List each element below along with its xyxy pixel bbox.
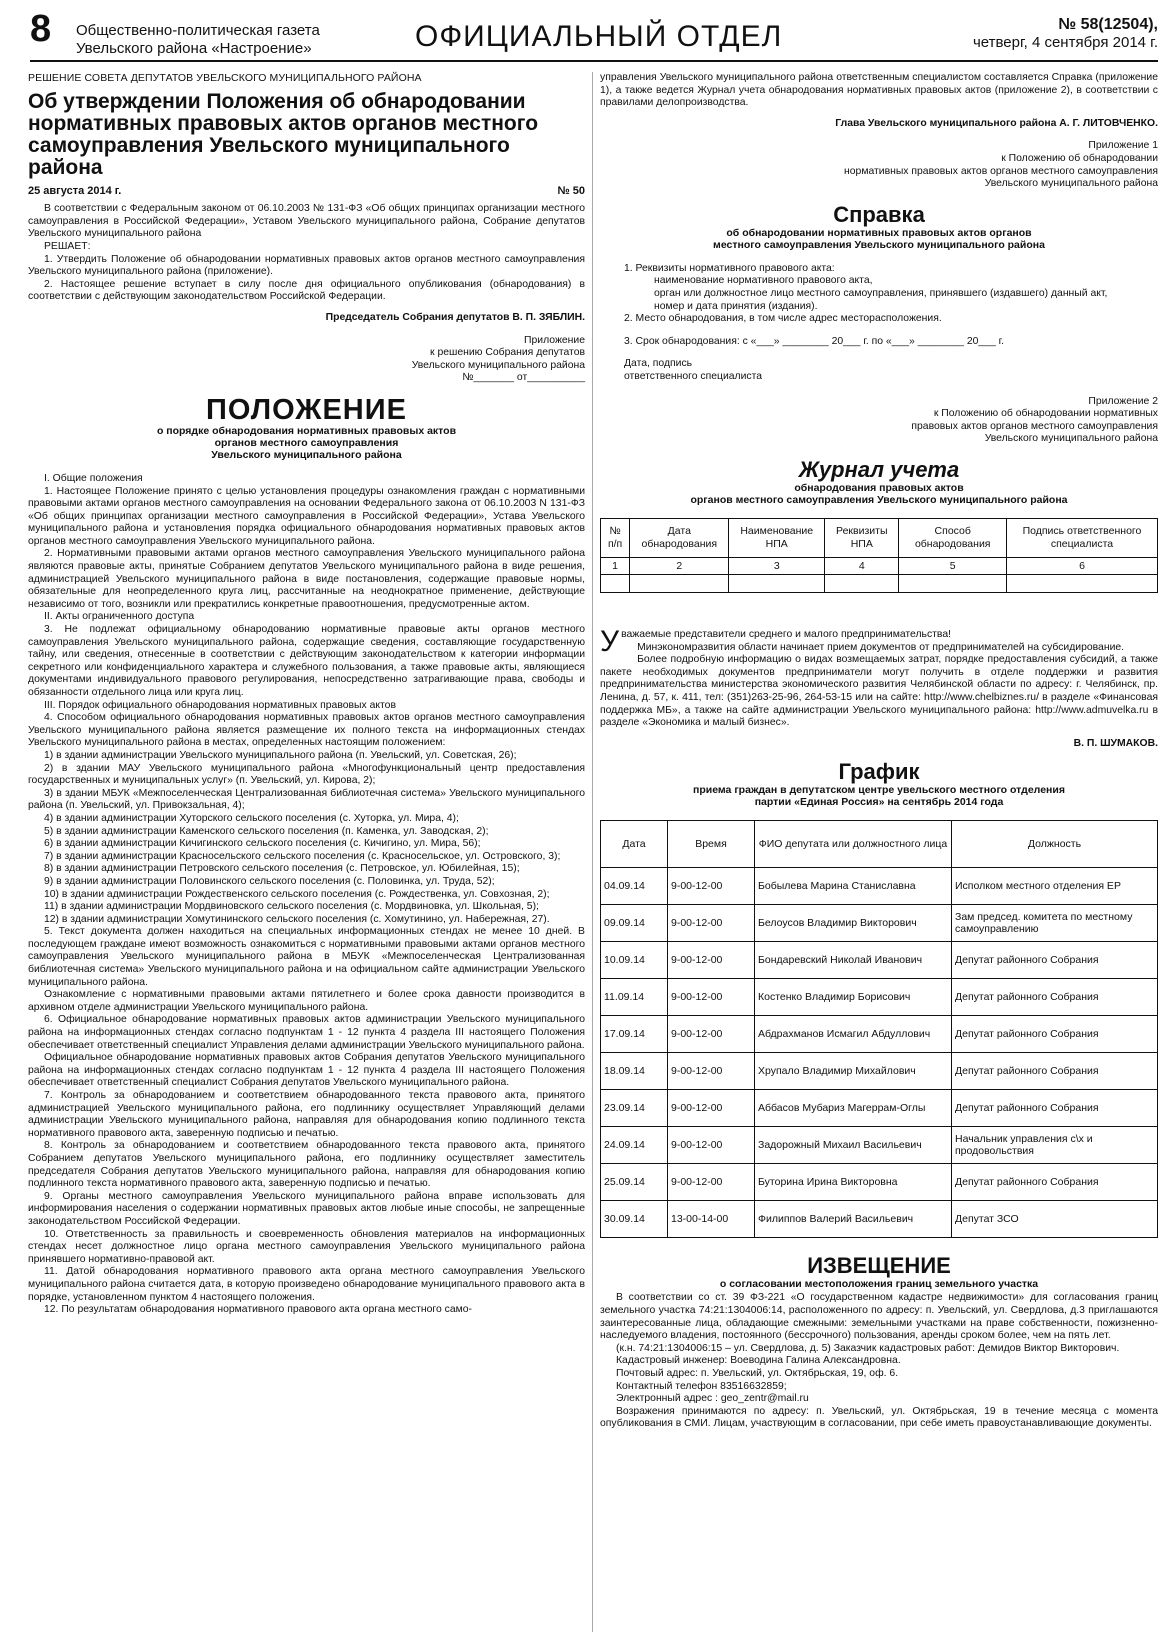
table-cell: Костенко Владимир Борисович	[755, 979, 952, 1016]
appendix-line: Увельского муниципального района	[984, 433, 1158, 445]
newspaper-name-line2: Увельского района «Настроение»	[76, 40, 312, 57]
table-cell: 30.09.14	[601, 1201, 668, 1238]
table-header: Дата обнародования	[630, 518, 729, 557]
table-cell: Депутат районного Собрания	[952, 1164, 1158, 1201]
subtitle-line: приема граждан в депутатском центре увельского местного отделения	[693, 784, 1065, 797]
business-notice	[600, 625, 1158, 750]
schedule-subtitle	[600, 784, 1158, 808]
issue-info	[973, 16, 1158, 52]
table-cell: Депутат районного Собрания	[952, 1053, 1158, 1090]
table-row	[601, 575, 1158, 593]
table-header: Дата	[601, 821, 668, 868]
table-cell: 23.09.14	[601, 1090, 668, 1127]
table-cell: Депутат районного Собрания	[952, 1016, 1158, 1053]
paragraph: 5. Текст документа должен находиться на специальных информационных стендах не менее 10 дней. В последующем граждане имеют возможность ознакомиться с нормативными правовыми актами органов местного самоуправления Увельского муниципального района в МБУК «Межпоселенческая Централизованная библиотечная система» Увельского муниципального района и на официальном сайте администрации Увельского муниципального района.	[28, 926, 585, 988]
location-item: 11) в здании администрации Мордвиновского сельского поселения (с. Мордвиновка, ул. Школьная, 5);	[44, 901, 539, 913]
schedule-title: График	[838, 759, 920, 785]
table-header: № п/п	[601, 518, 630, 557]
paragraph: Более подробную информацию о видах возмещаемых затрат, порядке предоставления субсидий, а также пакете необходимых документов предприниматели могут получить в отделе поддержки и развития предпринимательства министерства экономического развития Челябинской области по адресу: г. Челябинск, пр. Ленина, д. 57, к. 411, тел: (351)263-25-96, 264-53-15 или на сайте: http://www.chelbiznes.ru/ в разделе «Финансовая поддержка МБ», а также на сайте администрации Увельского муниципального района: http://www.admuvelka.ru в разделе «Экономика и малый бизнес».	[600, 654, 1158, 729]
table-header-row	[601, 821, 1158, 868]
table-cell: Депутат районного Собрания	[952, 942, 1158, 979]
appendix-line: №_______ от__________	[462, 372, 585, 384]
table-cell	[1006, 575, 1157, 593]
newspaper-name-line1: Общественно-политическая газета	[76, 22, 320, 39]
table-cell: 9-00-12-00	[668, 868, 755, 905]
table-cell: 10.09.14	[601, 942, 668, 979]
location-item: 4) в здании администрации Хуторского сельского поселения (с. Хуторка, ул. Мира, 4);	[44, 812, 459, 824]
location-item: 3) в здании МБУК «Межпоселенческая Централизованная библиотечная система» Увельского муниципального района (п. Увельский, ул. Привокзальная, 4);	[28, 787, 585, 812]
decision-number: № 50	[557, 184, 585, 197]
decision-intro: В соответствии с Федеральным законом от 06.10.2003 № 131-ФЗ «Об общих принципах организации местного самоуправления в Российской Федерации», Уставом Увельского муниципального района, Собрание депутатов Увельского муниципального района	[28, 203, 585, 240]
appendix-line: Приложение	[524, 334, 585, 346]
journal-subtitle	[600, 482, 1158, 506]
certificate-field: 2. Место обнародования, в том числе адрес месторасположения.	[624, 313, 942, 325]
table-cell: Белоусов Владимир Викторович	[755, 905, 952, 942]
table-cell: Депутат районного Собрания	[952, 1090, 1158, 1127]
section-heading: I. Общие положения	[44, 472, 143, 484]
decision-title: Об утверждении Положения об обнародовании нормативных правовых актов органов местного самоуправления Увельского муниципального района	[28, 89, 539, 179]
paragraph: Почтовый адрес: п. Увельский, ул. Октябрьская, 19, оф. 6.	[616, 1367, 899, 1379]
table-cell: 9-00-12-00	[668, 1164, 755, 1201]
table-cell: 6	[1006, 557, 1157, 575]
notice-title: ИЗВЕЩЕНИЕ	[807, 1253, 951, 1279]
table-cell: Депутат районного Собрания	[952, 979, 1158, 1016]
table-cell: 1	[601, 557, 630, 575]
issue-date: четверг, 4 сентября 2014 г.	[972, 34, 1158, 51]
decision-date: 25 августа 2014 г.	[28, 184, 122, 197]
table-cell: Бондаревский Николай Иванович	[755, 942, 952, 979]
section-title: ОФИЦИАЛЬНЫЙ ОТДЕЛ	[415, 20, 783, 53]
location-item: 2) в здании МАУ Увельского муниципального района «Многофункциональный центр предоставления государственных и муниципальных услуг» (п. Увельский, ул. Кирова, 2);	[28, 762, 585, 787]
table-row	[601, 1164, 1158, 1201]
appendix-line: Приложение 2	[1088, 395, 1158, 407]
table-cell: 2	[630, 557, 729, 575]
table-cell: Аббасов Мубариз Магеррам-Оглы	[755, 1090, 952, 1127]
decision-item: 2. Настоящее решение вступает в силу после дня официального опубликования (обнародования) в соответствии с действующим законодательством Российской Федерации.	[28, 278, 585, 303]
table-row	[601, 979, 1158, 1016]
table-header: Реквизиты НПА	[825, 518, 899, 557]
table-row	[601, 942, 1158, 979]
table-header: Подпись ответственного специалиста	[1006, 518, 1157, 557]
right-column	[600, 72, 1158, 1431]
subtitle-line: партии «Единая Россия» на сентябрь 2014 года	[754, 796, 1004, 809]
left-column	[28, 72, 585, 1317]
table-cell	[601, 575, 630, 593]
newspaper-name	[76, 22, 320, 58]
section-heading: III. Порядок официального обнародования нормативных правовых актов	[44, 699, 396, 711]
table-cell: Абдрахманов Исмагил Абдуллович	[755, 1016, 952, 1053]
appendix-line: к решению Собрания депутатов	[430, 347, 585, 359]
business-signature: В. П. ШУМАКОВ.	[1073, 737, 1158, 749]
appendix-line: правовых актов органов местного самоуправления	[911, 420, 1158, 432]
decision-signature: Председатель Собрания депутатов В. П. ЗЯБЛИН.	[325, 311, 585, 323]
paragraph: Кадастровый инженер: Воеводина Галина Александровна.	[616, 1355, 901, 1367]
location-item: 6) в здании администрации Кичигинского сельского поселения (с. Кичигино, ул. Мира, 56);	[44, 838, 481, 850]
decision-item: 1. Утвердить Положение об обнародовании нормативных правовых актов органов местного самоуправления Увельского муниципального района (приложение).	[28, 253, 585, 278]
paragraph: (к.н. 74:21:1304006:15 – ул. Свердлова, д. 5) Заказчик кадастровых работ: Демидов Виктор Викторович.	[616, 1342, 1120, 1354]
table-header: Время	[668, 821, 755, 868]
table-cell: 9-00-12-00	[668, 1016, 755, 1053]
table-cell: 09.09.14	[601, 905, 668, 942]
paragraph: 6. Официальное обнародование нормативных правовых актов администрации Увельского муниципального района на информационных стендах согласно подпунктам 1 - 12 пункта 4 раздела III настоящего Положения обеспечивает ответственный специалист Управления делами администрации Увельского муниципального района.	[28, 1014, 585, 1051]
page-number: 8	[30, 8, 52, 50]
journal-table	[600, 518, 1158, 593]
paragraph: 7. Контроль за обнародованием и соответствием обнародованного текста правового акта, принятого администрацией Увельского муниципального района, его подлиннику осуществляет Управляющий делами администрации Увельского муниципального района, направляя для обнародования копию подлинного текста нормативного правового акта, заверенную подписью и печатью.	[28, 1090, 585, 1139]
table-cell: Бобылева Марина Станиславна	[755, 868, 952, 905]
table-row	[601, 1053, 1158, 1090]
table-cell: 17.09.14	[601, 1016, 668, 1053]
paragraph: 11. Датой обнародования нормативного правового акта органа местного самоуправления Увельского муниципального района считается дата, в которую произведено обнародование муниципального правового акта в порядке, установленном пунктом 4 настоящего положения.	[28, 1266, 585, 1303]
table-cell: 24.09.14	[601, 1127, 668, 1164]
table-cell	[729, 575, 825, 593]
business-lead: Уважаемые представители среднего и малого предпринимательства!	[600, 625, 951, 659]
head-signature: Глава Увельского муниципального района А. Г. ЛИТОВЧЕНКО.	[835, 117, 1158, 129]
regulation-subtitle	[28, 425, 585, 461]
appendix-line: к Положению об обнародовании	[1001, 152, 1158, 164]
table-cell: 9-00-12-00	[668, 905, 755, 942]
table-cell: 13-00-14-00	[668, 1201, 755, 1238]
decision-kicker: РЕШЕНИЕ СОВЕТА ДЕПУТАТОВ УВЕЛЬСКОГО МУНИЦИПАЛЬНОГО РАЙОНА	[28, 72, 422, 84]
notice-subtitle: о согласовании местоположения границ земельного участка	[719, 1278, 1039, 1291]
paragraph: Минэкономразвития области начинает прием документов от предпринимателей на субсидирование.	[637, 641, 1125, 653]
table-cell: 9-00-12-00	[668, 1053, 755, 1090]
table-row	[601, 1016, 1158, 1053]
subtitle-line: органов местного самоуправления	[214, 436, 399, 449]
table-header: ФИО депутата или должностного лица	[755, 821, 952, 868]
table-cell: 04.09.14	[601, 868, 668, 905]
table-cell: 5	[899, 557, 1007, 575]
paragraph: Возражения принимаются по адресу: п. Увельский, ул. Октябрьская, 19 в течение месяца с момента опубликования в СМИ. Лицам, участвующим в согласовании, при себе иметь правоустанавливающие документы.	[600, 1405, 1158, 1430]
table-header: Должность	[952, 821, 1158, 868]
table-cell: 3	[729, 557, 825, 575]
paragraph: Контактный телефон 83516632859;	[616, 1380, 787, 1392]
table-header: Способ обнародования	[899, 518, 1007, 557]
certificate-subtitle	[600, 227, 1158, 251]
table-row	[601, 868, 1158, 905]
subtitle-line: об обнародовании нормативных правовых актов органов	[726, 226, 1032, 239]
certificate-field: наименование нормативного правового акта,	[654, 275, 873, 287]
table-cell: 18.09.14	[601, 1053, 668, 1090]
location-item: 8) в здании администрации Петровского сельского поселения (с. Петровское, ул. Юбилейная, 15);	[44, 863, 520, 875]
paragraph: 8. Контроль за обнародованием и соответствием обнародованного текста правового акта, принятого Собранием депутатов Увельского муниципального района, его подлиннику осуществляет заместитель председателя Собрания депутатов Увельского муниципального района, направляя для обнародования копию подлинного текста нормативного правового акта, заверенную подписью и печатью.	[28, 1140, 585, 1190]
table-row	[601, 905, 1158, 942]
paragraph: 2. Нормативными правовыми актами органов местного самоуправления Увельского муниципального района являются правовые акты, принятые Собранием депутатов Увельского муниципального района в виде решения, администрацией Увельского муниципального района в виде постановления, содержащие правовые нормы, обязательные для неопределенного круга лиц, рассчитанные на неоднократное применение, действующие независимо от того, возникли или прекратились конкретные правоотношения, предусмотренные актом.	[28, 548, 585, 610]
paragraph: 1. Настоящее Положение принято с целью установления процедуры ознакомления граждан с нормативными правовыми актами органов местного самоуправления на основании Федерального закона от 06.10.2003 N 131-ФЗ «Об общих принципах организации местного самоуправления в Российской Федерации», Устава Увельского муниципального района и установления порядка официального обнародования нормативных правовых актов органов местного самоуправления Увельского муниципального района.	[28, 485, 585, 547]
paragraph-continued: управления Увельского муниципального района ответственным специалистом составляется Справка (приложение 1), а также ведется Журнал учета обнародования нормативных правовых актов (приложение 2), в соответствии с правилами делопроизводства.	[600, 72, 1158, 109]
table-cell: 9-00-12-00	[668, 979, 755, 1016]
decision-appendix-note	[28, 335, 585, 385]
paragraph: Электронный адрес : geo_zentr@mail.ru	[616, 1393, 809, 1405]
appendix-line: к Положению об обнародовании нормативных	[933, 408, 1158, 420]
table-row	[601, 557, 1158, 575]
journal-title: Журнал учета	[798, 456, 960, 482]
appendix-line: Увельского муниципального района	[411, 359, 585, 371]
certificate-field: номер и дата принятия (издания).	[654, 300, 818, 312]
decision-resolves: РЕШАЕТ:	[44, 240, 91, 252]
table-cell: 9-00-12-00	[668, 942, 755, 979]
table-cell: 11.09.14	[601, 979, 668, 1016]
table-cell: Исполком местного отделения ЕР	[952, 868, 1158, 905]
location-item: 12) в здании администрации Хомутининского сельского поселения (с. Хомутинино, ул. Набережная, 27).	[44, 913, 550, 925]
table-cell: 9-00-12-00	[668, 1090, 755, 1127]
section-heading: II. Акты ограниченного доступа	[44, 611, 195, 623]
table-cell: 25.09.14	[601, 1164, 668, 1201]
certificate-fields	[600, 263, 1158, 384]
location-item: 7) в здании администрации Красносельского сельского поселения (с. Красносельское, ул. Островского, 3);	[44, 850, 561, 862]
table-row	[601, 1127, 1158, 1164]
appendix1-note	[600, 140, 1158, 190]
column-divider	[592, 72, 593, 1632]
location-item: 9) в здании администрации Половинского сельского поселения (с. Половинка, ул. Труда, 52);	[44, 875, 495, 887]
subtitle-line: обнародования правовых актов	[794, 481, 964, 494]
paragraph: Официальное обнародование нормативных правовых актов Собрания депутатов Увельского муниципального района на информационных стендах согласно подпунктам 1 - 12 пункта 4 раздела III настоящего Положения обеспечивает ответственный специалист Собрания депутатов Увельского муниципального района.	[28, 1052, 585, 1089]
schedule-body	[601, 868, 1158, 1238]
schedule-table	[600, 820, 1158, 1238]
table-cell	[630, 575, 729, 593]
subtitle-line: о порядке обнародования нормативных правовых актов	[156, 424, 457, 437]
table-row	[601, 1201, 1158, 1238]
table-cell	[825, 575, 899, 593]
paragraph: 9. Органы местного самоуправления Увельского муниципального района вправе использовать для информирования населения о содержании нормативных правовых актов любые иные способы, не запрещенные законодательством Российской Федерации.	[28, 1190, 585, 1227]
location-item: 1) в здании администрации Увельского муниципального района (п. Увельский, ул. Советская, 26);	[44, 749, 517, 761]
paragraph: 3. Не подлежат официальному обнародованию нормативные правовые акты органов местного самоуправления Увельского муниципального района, содержащие сведения, составляющие государственную тайну, или сведения, отнесенные в соответствии с действующим законодательством к категории информации секретного или конфиденциального характера и служебного пользования, а также правовые акты, являющиеся документами индивидуального правового регулирования, непосредственно затрагивающие права, свободы и обязанности отдельного лица или круга лиц.	[28, 624, 585, 698]
table-cell: 9-00-12-00	[668, 1127, 755, 1164]
table-cell: Филиппов Валерий Васильевич	[755, 1201, 952, 1238]
paragraph: В соответствии со ст. 39 ФЗ-221 «О государственном кадастре недвижимости» для согласования границ земельного участка 74:21:1304006:14, расположенного по адресу: п. Увельский, ул. Свердлова, д.3 приглашаются заинтересованные лица, обладающие смежными: земельными участками на праве собственности, пожизненно-наследуемого владения, постоянного (бессрочного) пользования, аренды сроком более, чем на пять лет.	[600, 1292, 1158, 1342]
appendix2-note	[600, 396, 1158, 446]
issue-number: № 58(12504),	[1058, 16, 1158, 33]
certificate-field: 1. Реквизиты нормативного правового акта:	[624, 262, 835, 274]
subtitle-line: местного самоуправления Увельского муниципального района	[713, 238, 1045, 251]
table-cell: Задорожный Михаил Васильевич	[755, 1127, 952, 1164]
paragraph: 4. Способом официального обнародования нормативных правовых актов органов местного самоуправления Увельского муниципального района является размещение их полного текста на информационных стендах Увельского муниципального района в местах, определенных настоящим положением:	[28, 712, 585, 749]
subtitle-line: Увельского муниципального района	[211, 448, 402, 461]
certificate-field: орган или должностное лицо местного самоуправления, принявшего (издавшего) данный акт,	[654, 287, 1108, 299]
location-item: 10) в здании администрации Рождественского сельского поселения (с. Рождественка, ул. Совхозная, 2);	[44, 888, 550, 900]
table-cell: Начальник управления с\х и продовольствия	[952, 1127, 1158, 1164]
regulation-title: ПОЛОЖЕНИЕ	[206, 393, 407, 426]
table-row	[601, 1090, 1158, 1127]
paragraph: 10. Ответственность за правильность и своевременность обновления материалов на информационных стендах несет должностное лицо органа местного самоуправления Увельского муниципального района принявшего нормативно-правовой акт.	[28, 1228, 585, 1265]
appendix-line: нормативных правовых актов органов местного самоуправления	[844, 165, 1158, 177]
masthead	[30, 10, 1158, 62]
certificate-field: Дата, подпись	[624, 358, 693, 370]
table-header: Наименование НПА	[729, 518, 825, 557]
paragraph: 12. По результатам обнародования нормативного правового акта органа местного само-	[44, 1304, 472, 1316]
table-cell: 4	[825, 557, 899, 575]
appendix-line: Увельского муниципального района	[984, 178, 1158, 190]
table-cell: Хрупало Владимир Михайлович	[755, 1053, 952, 1090]
appendix-line: Приложение 1	[1088, 140, 1158, 152]
table-header-row	[601, 518, 1158, 557]
decision-dateline	[28, 185, 585, 198]
table-cell: Зам председ. комитета по местному самоуправлению	[952, 905, 1158, 942]
table-cell	[899, 575, 1007, 593]
paragraph: Ознакомление с нормативными правовыми актами пятилетнего и более срока давности производится в архивном отделе администрации Увельского муниципального района.	[28, 989, 585, 1013]
certificate-field: ответственного специалиста	[624, 370, 763, 382]
table-cell: Буторина Ирина Викторовна	[755, 1164, 952, 1201]
certificate-field: 3. Срок обнародования: с «___» ________ 20___ г. по «___» ________ 20___ г.	[624, 335, 1005, 347]
location-item: 5) в здании администрации Каменского сельского поселения (п. Каменка, ул. Заводская, 2);	[44, 825, 489, 837]
subtitle-line: органов местного самоуправления Увельского муниципального района	[690, 493, 1068, 506]
certificate-title: Справка	[833, 201, 925, 227]
table-cell: Депутат ЗСО	[952, 1201, 1158, 1238]
